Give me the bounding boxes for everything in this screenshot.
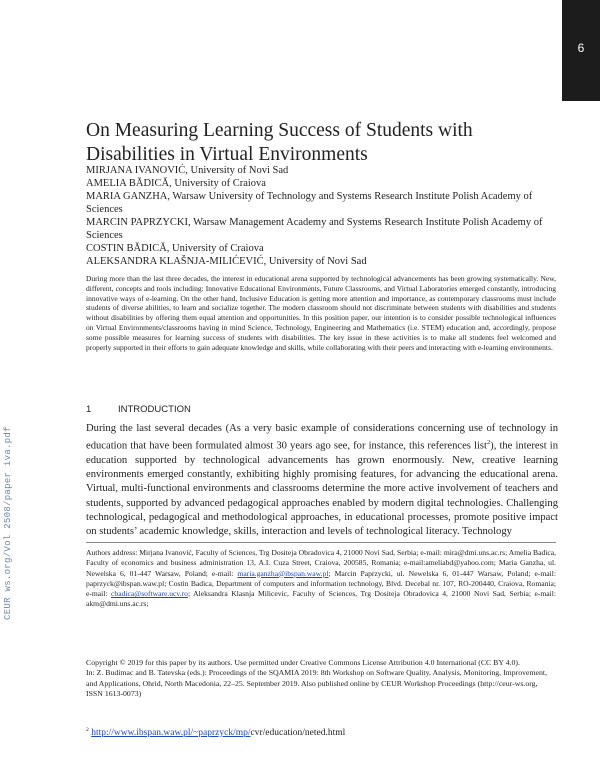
section-heading xyxy=(86,404,191,415)
section-number: 1 xyxy=(86,404,92,415)
paper-title: On Measuring Learning Success of Students with Disabilities in Virtual Environments xyxy=(86,120,473,165)
author-line xyxy=(86,216,556,242)
intro-text: During the last several decades (As a very basic example of considerations concerning use of technology in education that have been formulated almost 30 years ago see, for instance, this references list xyxy=(86,423,558,452)
side-url-watermark[interactable]: CEUR ws.org/Vol 2508/paper iva.pdf xyxy=(3,426,13,620)
author-name: ALEKSANDRA KLAŠNJA-MILIĆEVIĆ xyxy=(86,256,264,267)
page-number: 6 xyxy=(577,41,585,55)
page-number-badge xyxy=(562,0,600,101)
copyright-notice xyxy=(86,658,556,700)
email-link[interactable]: cbadica@software.ucv.ro xyxy=(111,589,188,599)
author-line xyxy=(86,190,556,216)
author-name: MARIA GANZHA xyxy=(86,191,168,202)
address-text: Authors address: Mirjana Ivanović, Faculty of Sciences, Trg Dositeja Obradovica 4, 21000 Novi Sad, Serbia; e-mail: mira@dmi.uns.ac.rs; Amelia Badica, Faculty of economics and business administration 13, A.I. Cuza Street, Craiova, 200585, Romania; e-mail:ameliabd@yahoo.com; Maria Ganzha, ul. Newelska 6, 01-447 Warsaw, Poland; e-mail: xyxy=(86,548,556,578)
author-line xyxy=(86,255,556,268)
copyright-line: Copyright © 2019 for this paper by its authors. Use permitted under Creative Commons License Attribution 4.0 International (CC BY 4.0). xyxy=(86,658,520,667)
footnote-link-rest: cvr/education/neted.html xyxy=(250,728,346,739)
author-name: MIRJANA IVANOVIĆ xyxy=(86,165,186,176)
author-affiliation: , Warsaw Management Academy and Systems Research Institute Polish Academy of Sciences xyxy=(86,217,543,241)
author-affiliation: , Warsaw University of Technology and Systems Research Institute Polish Academy of Sciences xyxy=(86,191,533,215)
author-name: MARCIN PAPRZYCKI xyxy=(86,217,189,228)
author-affiliation: , University of Novi Sad xyxy=(263,256,367,267)
author-line xyxy=(86,164,556,177)
author-name: AMELIA BĂDICĂ xyxy=(86,178,170,189)
author-affiliation: , University of Craiova xyxy=(169,178,266,189)
footnote-divider xyxy=(86,542,556,543)
intro-text: ), the interest in education supported by technological advancements has grown enormously. New, creative learning environments emerged constantly, exhibiting highly promising features, for advancing the educational arena. Virtual, multi-functional environments and classrooms determine the more active involvement of teachers and students, supported by advanced pedagogical approaches enabled by modern digital technologies. Challenging technological, pedagogical and methodological approaches, in educational processes, promote positive impact on students’ academic knowledge, skills, interaction and levels of technological literacy. Technology xyxy=(86,440,558,537)
footnote-ref[interactable]: 2 xyxy=(486,439,491,447)
author-addresses xyxy=(86,548,556,610)
address-text: ; Aleksandra Klasnja Milicevic, Faculty of Sciences, Trg Dositeja Obradovica 4, 21000 Novi Sad, Serbia; e-mail: akm@dmi.uns.ac.rs; xyxy=(86,589,556,609)
address-text: ; Marcin Paprzycki, ul. Newelska 6, 01-447 Warsaw, Poland; e-mail: paprzyck@ibspan.waw.pl; Costin Badica, Department of computers and information technology, Blvd. Decebal nr. 107, RO-200440, Craiova, Romania; e-mail: xyxy=(86,568,556,599)
abstract: During more than the last three decades, the interest in educational arena supported by technological advancements has been growing systematically. New, different, concepts and tools including: Innovative Educational Environments, Future Classrooms, and Virtual Laboratories emerged constantly, introducing innovative ways of e-learning. On the other hand, Inclusive Education is getting more attention and importance, as contemporary classrooms must include students of diverse abilities, to learn and socialize together. The modern classroom should not discriminate between students with disabilities and students without disabilities by offering them equal attention and opportunities. In this position paper, our intention is to consider possible technological influences on Virtual Environments/classrooms having in mind Science, Technology, Engineering and Mathematics (i.e. STEM) education and, accordingly, propose some possible measures for learning success of students with disabilities. The key issue in these activities is to make all students feel welcomed and properly supported in their efforts to gain adequate knowledge and skills, while collaborating with their peers and interacting with e-learning environments. xyxy=(86,274,556,352)
email-link[interactable]: maria.ganzha@ibspan.waw.pl xyxy=(237,568,329,578)
intro-paragraph xyxy=(86,422,558,539)
section-title: INTRODUCTION xyxy=(118,404,191,415)
author-affiliation: , University of Novi Sad xyxy=(185,165,289,176)
author-name: COSTIN BĂDICĂ xyxy=(86,243,167,254)
proceedings-line: In: Z. Budimac and B. Tatevska (eds.): Proceedings of the SQAMIA 2019: 8th Workshop on Software Quality, Analysis, Monitoring, Improvement, and Applications, Ohrid, North Macedonia, 22–25. September 2019. Also published online by CEUR Workshop Proceedings (http://ceur-ws.org, ISSN 1613-0073) xyxy=(86,668,548,699)
author-affiliation: , University of Craiova xyxy=(166,243,264,254)
author-list xyxy=(86,164,556,268)
footnote xyxy=(86,727,345,738)
author-line xyxy=(86,177,556,190)
author-line xyxy=(86,242,556,255)
footnote-mark: 2 xyxy=(86,727,89,733)
footnote-link[interactable]: http://www.ibspan.waw.pl/~paprzyck/mp/ xyxy=(91,728,251,739)
